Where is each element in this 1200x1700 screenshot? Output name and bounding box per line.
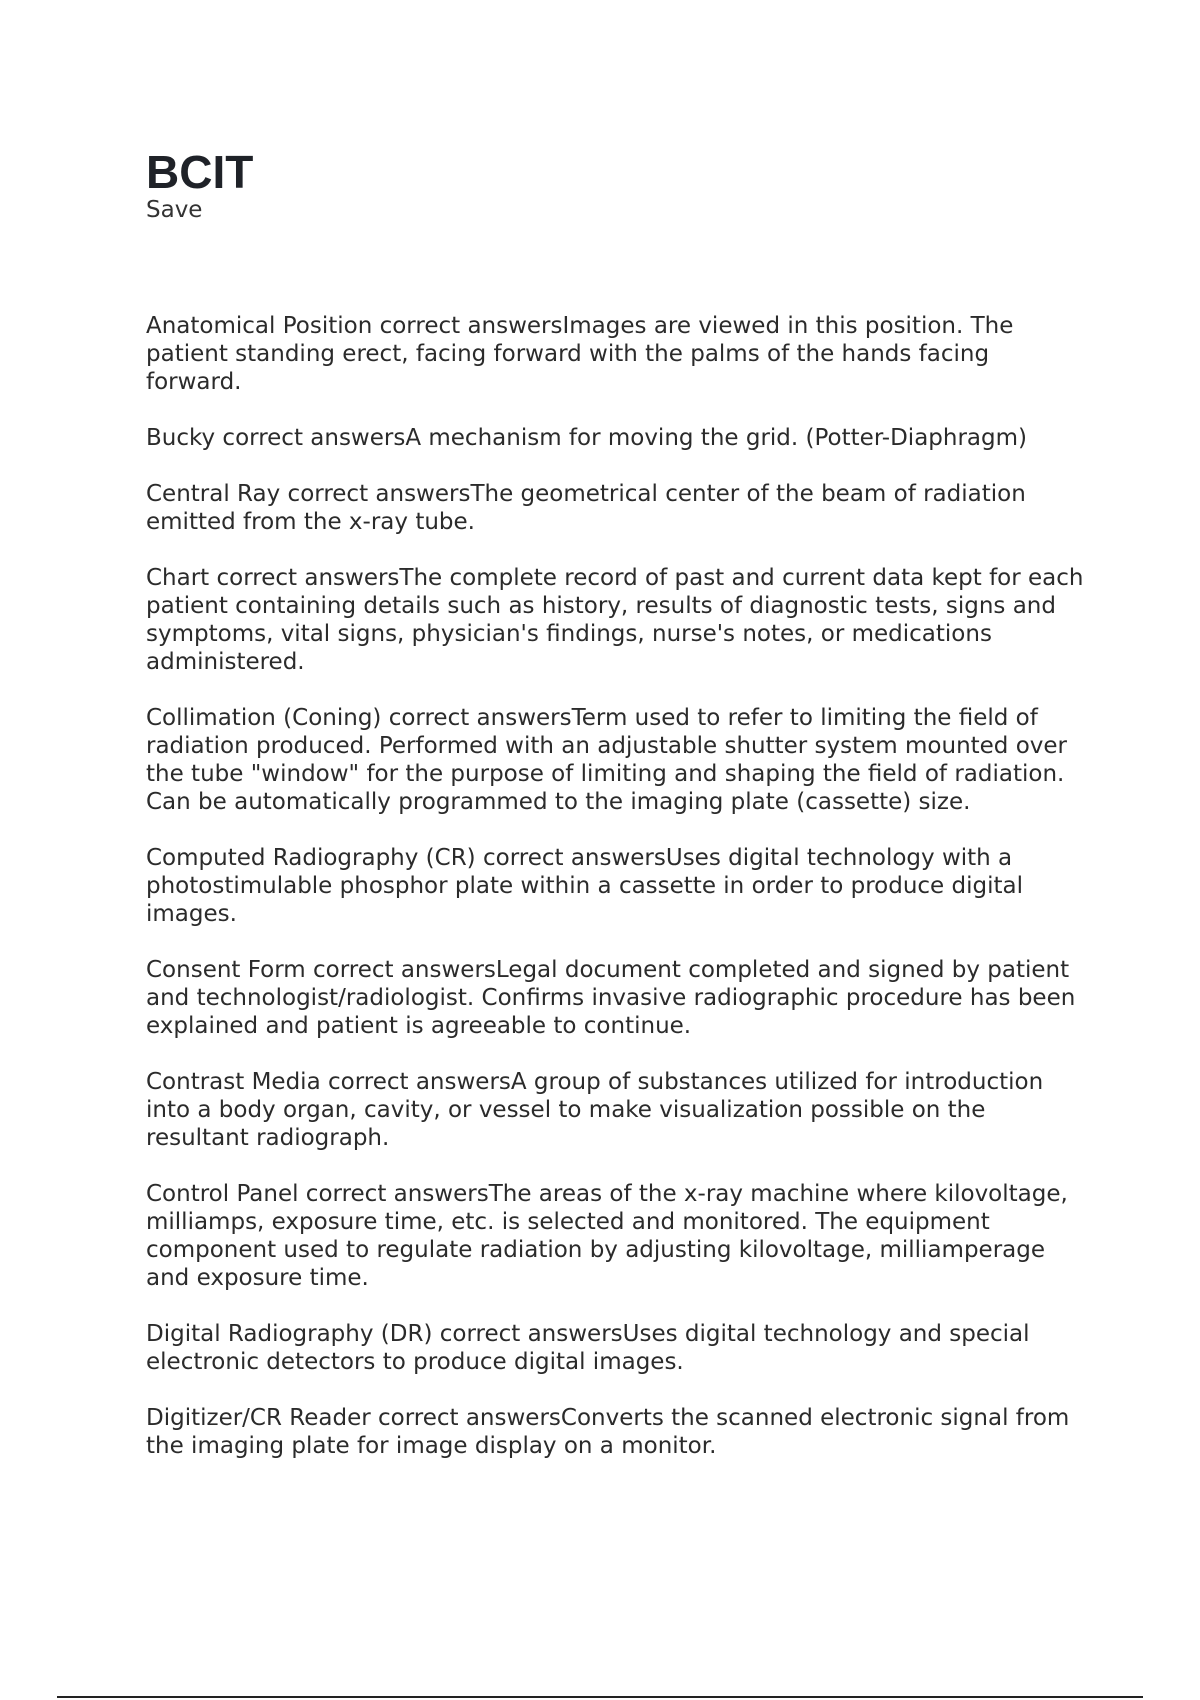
flashcard-entry: Bucky correct answersA mechanism for moving the grid. (Potter-Diaphragm) (146, 425, 1027, 451)
flashcard-entry: Contrast Media correct answersA group of substances utilized for introduction into a body organ, cavity, or vessel to make visualization possible on the resultant radiograph. (146, 1069, 1044, 1151)
flashcard-entry: Control Panel correct answersThe areas of the x-ray machine where kilovoltage, milliamps, exposure time, etc. is selected and monitored. The equipment component used to regulate radiation by adjusting kilovoltage, milliamperage and exposure time. (146, 1181, 1068, 1291)
flashcard-entry: Consent Form correct answersLegal document completed and signed by patient and technologist/radiologist. Confirms invasive radiographic procedure has been explained and patient is agreeable to continue. (146, 957, 1076, 1039)
flashcard-entry: Digital Radiography (DR) correct answersUses digital technology and special electronic detectors to produce digital images. (146, 1321, 1030, 1375)
flashcard-entry: Collimation (Coning) correct answersTerm used to refer to limiting the field of radiation produced. Performed with an adjustable shutter system mounted over the tube "window" for the purpose of limiting and shaping the field of radiation. Can be automatically programmed to the imaging plate (cassette) size. (146, 705, 1068, 815)
flashcard-entry: Computed Radiography (CR) correct answersUses digital technology with a photostimulable phosphor plate within a cassette in order to produce digital images. (146, 845, 1023, 927)
flashcard-entry: Anatomical Position correct answersImages are viewed in this position. The patient standing erect, facing forward with the palms of the hands facing forward. (146, 313, 1014, 395)
flashcard-entry: Chart correct answersThe complete record of past and current data kept for each patient containing details such as history, results of diagnostic tests, signs and symptoms, vital signs, physician's findings, nurse's notes, or medications administered. (146, 565, 1084, 675)
flashcard-entry: Digitizer/CR Reader correct answersConverts the scanned electronic signal from the imaging plate for image display on a monitor. (146, 1405, 1070, 1459)
document-header (146, 146, 253, 224)
flashcard-entry: Central Ray correct answersThe geometrical center of the beam of radiation emitted from the x-ray tube. (146, 481, 1026, 535)
save-link[interactable]: Save (146, 197, 203, 223)
page-divider (57, 1696, 1143, 1698)
document-title: BCIT (146, 146, 254, 198)
flashcard-list (146, 312, 1086, 1488)
